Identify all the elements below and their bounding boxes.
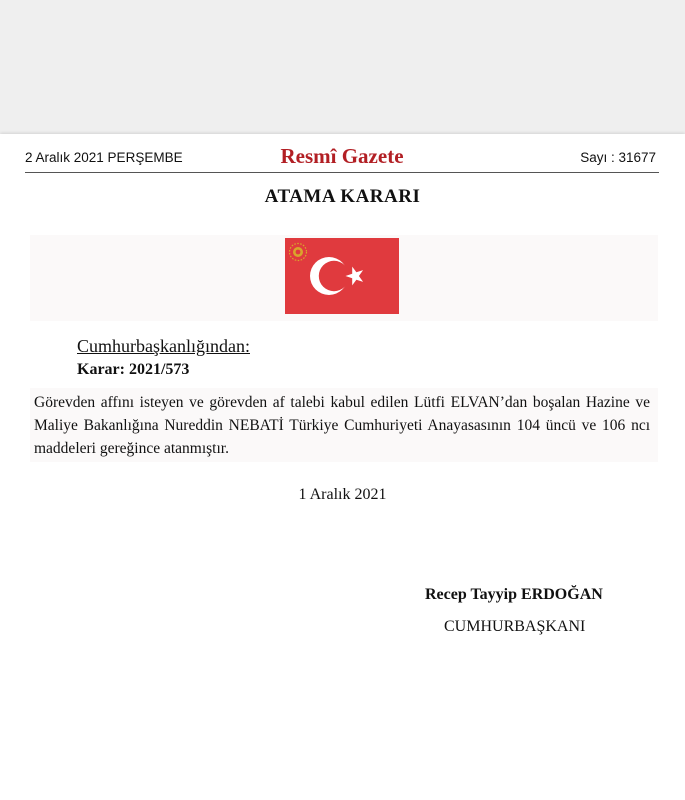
signing-date: 1 Aralık 2021 bbox=[298, 486, 387, 503]
issue-date: 2 Aralık 2021 PERŞEMBE bbox=[25, 150, 183, 165]
signer-title: CUMHURBAŞKANI bbox=[444, 618, 586, 635]
decision-body: Görevden affını isteyen ve görevden af talebi kabul edilen Lütfi ELVAN’dan boşalan Hazine ve Maliye Bakanlığına Nureddin NEBATİ Türkiye Cumhuriyeti Anayasasının 104 üncü ve 106 ncı maddeleri gereğince atanmıştır. bbox=[34, 394, 650, 457]
masthead-divider bbox=[25, 172, 659, 173]
gazette-page bbox=[0, 134, 685, 800]
flag-icon bbox=[285, 238, 399, 314]
document-title: ATAMA KARARI bbox=[264, 186, 421, 207]
masthead bbox=[25, 144, 659, 172]
top-blank-area bbox=[0, 0, 685, 134]
decision-number: Karar: 2021/573 bbox=[77, 361, 190, 378]
gazette-title: Resmî Gazete bbox=[280, 144, 404, 168]
signer-name: Recep Tayyip ERDOĞAN bbox=[425, 586, 603, 603]
issuing-authority: Cumhurbaşkanlığından: bbox=[77, 336, 250, 356]
issue-number: Sayı : 31677 bbox=[580, 150, 656, 165]
